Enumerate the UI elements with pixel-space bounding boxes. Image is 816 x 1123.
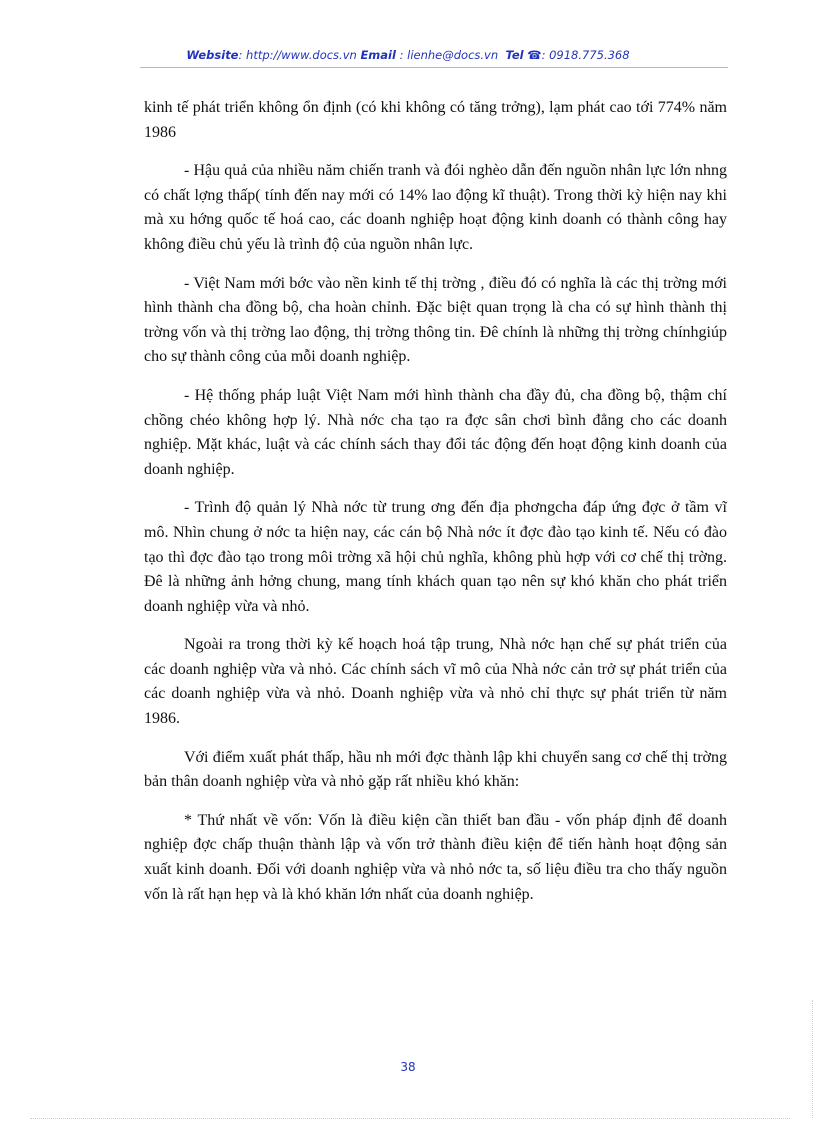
- paragraph-capital: * Thứ nhất về vốn: Vốn là điều kiện cần thiết ban đầu - vốn pháp định để doanh nghiệp đợc chấp thuận thành lập và vốn trở thành điều kiện để tiến hành hoạt động sản xuất kinh doanh. Đối với doanh nghiệp vừa và nhỏ nớc ta, số liệu điều tra cho thấy nguồn vốn là rất hạn hẹp và là khó khăn lớn nhất của doanh nghiệp.: [144, 811, 727, 903]
- paragraph-legal-system: - Hệ thống pháp luật Việt Nam mới hình thành cha đầy đủ, cha đồng bộ, thậm chí chồng chéo không hợp lý. Nhà nớc cha tạo ra đợc sân chơi bình đẳng cho các doanh nghiệp. Mặt khác, luật và các chính sách thay đổi tác động đến hoạt động kinh doanh của doanh nghiệp.: [144, 386, 727, 478]
- website-url-link[interactable]: : http://www.docs.vn: [238, 48, 357, 62]
- paragraph-continuation: kinh tế phát triển không ổn định (có khi không có tăng trởng), lạm phát cao tới 774% năm 1986: [144, 99, 727, 141]
- page-header: [0, 48, 816, 62]
- header-divider: [140, 67, 728, 68]
- page-number: 38: [400, 1060, 416, 1074]
- page-border-bottom: [30, 1118, 790, 1119]
- paragraph-starting-point: Với điểm xuất phát thấp, hầu nh mới đợc thành lập khi chuyển sang cơ chế thị trờng bản thân doanh nghiệp vừa và nhỏ gặp rất nhiều khó khăn:: [144, 748, 727, 791]
- document-body: [144, 96, 727, 921]
- tel-number: : 0918.775.368: [541, 48, 630, 62]
- phone-icon: ☎: [527, 48, 542, 62]
- paragraph-state-management: - Trình độ quản lý Nhà nớc từ trung ơng đến địa phơngcha đáp ứng đợc ở tầm vĩ mô. Nhìn chung ở nớc ta hiện nay, các cán bộ Nhà nớc ít đợc đào tạo kinh tế. Nếu có đào tạo thì đợc đào tạo trong môi trờng xã hội chủ nghĩa, không phù hợp với cơ chế thị trờng. Đê là những ảnh hởng chung, mang tính khách quan tạo nên sự khó khăn cho phát triển doanh nghiệp vừa và nhỏ.: [144, 499, 727, 615]
- email-label: Email: [360, 48, 396, 62]
- paragraph-planned-economy: Ngoài ra trong thời kỳ kế hoạch hoá tập trung, Nhà nớc hạn chế sự phát triển của các doanh nghiệp vừa và nhỏ. Các chính sách vĩ mô của Nhà nớc cản trở sự phát triển của các doanh nghiệp vừa và nhỏ. Doanh nghiệp vừa và nhỏ chỉ thực sự phát triển từ năm 1986.: [144, 636, 727, 728]
- tel-label: Tel: [505, 48, 524, 62]
- email-link[interactable]: : lienhe@docs.vn: [399, 48, 499, 62]
- paragraph-human-resources: - Hậu quả của nhiều năm chiến tranh và đói nghèo dẫn đến nguồn nhân lực lớn nhng có chất lợng thấp( tính đến nay mới có 14% lao động kĩ thuật). Trong thời kỳ hiện nay khi mà xu hớng quốc tế hoá cao, các doanh nghiệp hoạt động kinh doanh có thành công hay không điều chủ yếu là trình độ của nguồn nhân lực.: [144, 162, 727, 253]
- paragraph-market-economy: - Việt Nam mới bớc vào nền kinh tế thị trờng , điều đó có nghĩa là các thị trờng mới hình thành cha đồng bộ, cha hoàn chỉnh. Đặc biệt quan trọng là cha có sự hình thành thị trờng vốn và thị trờng lao động, thị trờng thông tin. Đê chính là những thị trờng chínhgiúp cho sự thành công của mỗi doanh nghiệp.: [144, 274, 727, 366]
- website-label: Website: [186, 48, 239, 62]
- page-border-right: [812, 1000, 813, 1118]
